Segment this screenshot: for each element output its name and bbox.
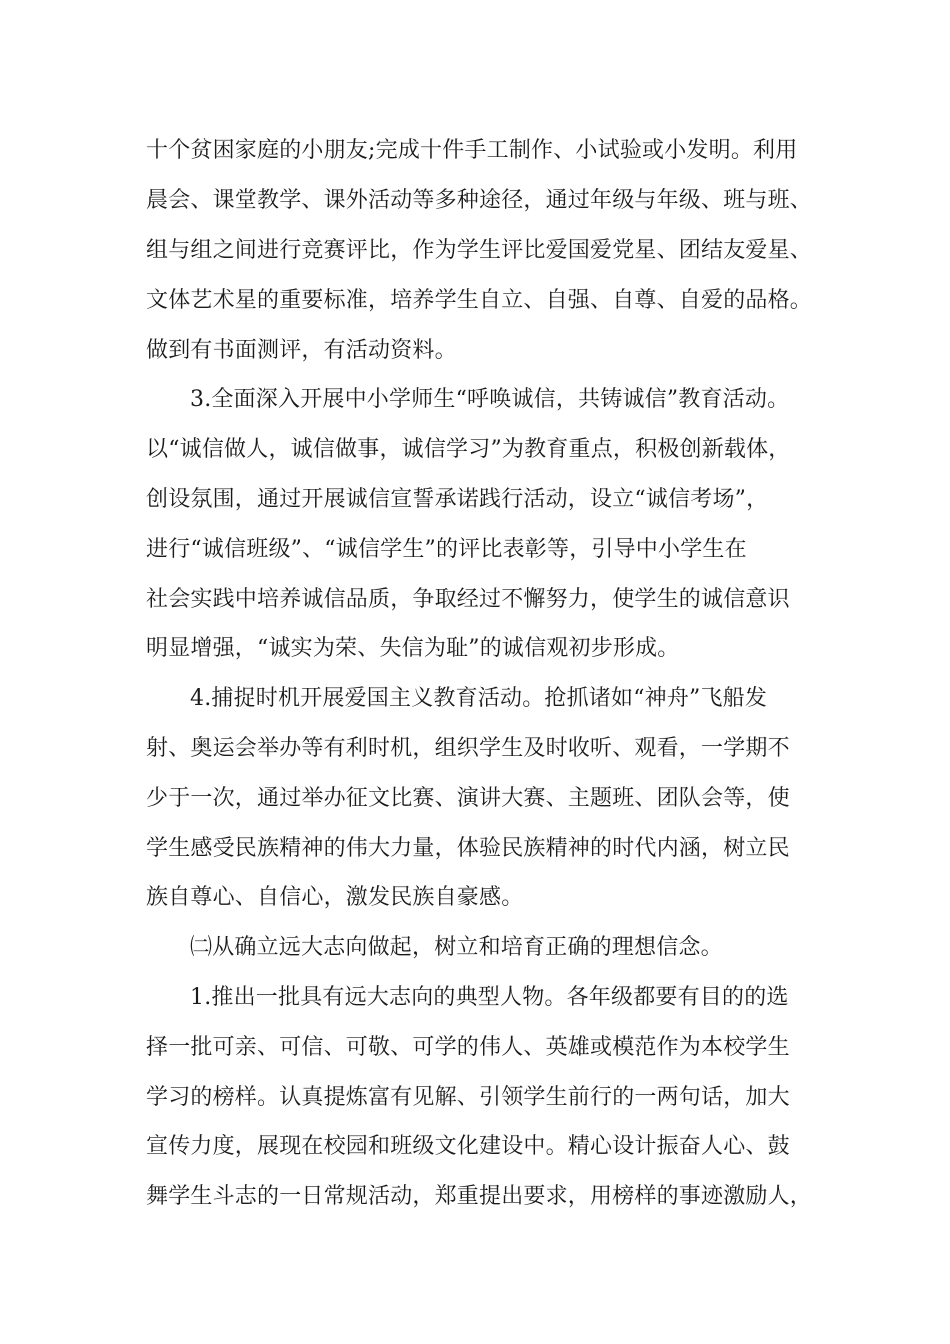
text-line: 学生感受民族精神的伟大力量，体验民族精神的时代内涵，树立民 [146,836,790,861]
section-heading: ㈡从确立远大志向做起，树立和培育正确的理想信念。 [190,935,723,960]
text-line: 社会实践中培养诚信品质，争取经过不懈努力，使学生的诚信意识 [146,587,790,612]
text-line: 学习的榜样。认真提炼富有见解、引领学生前行的一两句话，加大 [146,1085,790,1110]
paragraph-1-first-line: 1.推出一批具有远大志向的典型人物。各年级都要有目的的选 [190,985,789,1010]
text-line: 族自尊心、自信心，激发民族自豪感。 [146,885,524,910]
text-line: 以“诚信做人，诚信做事，诚信学习”为教育重点，积极创新载体， [146,437,791,462]
text-line: 做到有书面测评，有活动资料。 [146,338,457,363]
text-line: 择一批可亲、可信、可敬、可学的伟人、英雄或模范作为本校学生 [146,1035,790,1060]
text-line: 少于一次，通过举办征文比赛、演讲大赛、主题班、团队会等，使 [146,786,790,811]
text-line: 宣传力度，展现在校园和班级文化建设中。精心设计振奋人心、鼓 [146,1134,790,1159]
paragraph-4-first-line: 4.捕捉时机开展爱国主义教育活动。抢抓诸如“神舟”飞船发 [190,686,768,711]
paragraph-3-first-line: 3.全面深入开展中小学师生“呼唤诚信，共铸诚信”教育活动。 [190,387,790,412]
text-line: 十个贫困家庭的小朋友;完成十件手工制作、小试验或小发明。利用 [146,138,798,163]
text-line: 射、奥运会举办等有利时机，组织学生及时收听、观看，一学期不 [146,736,790,761]
text-line: 明显增强，“诚实为荣、失信为耻”的诚信观初步形成。 [146,636,680,661]
text-line: 舞学生斗志的一日常规活动，郑重提出要求，用榜样的事迹激励人， [146,1184,813,1209]
text-line: 晨会、课堂教学、课外活动等多种途径，通过年级与年级、班与班、 [146,188,813,213]
text-line: 创设氛围，通过开展诚信宣誓承诺践行活动，设立“诚信考场”， [146,487,769,512]
text-line: 文体艺术星的重要标准，培养学生自立、自强、自尊、自爱的品格。 [146,288,813,313]
text-line: 组与组之间进行竞赛评比，作为学生评比爱国爱党星、团结友爱星、 [146,238,813,263]
text-line: 进行“诚信班级”、“诚信学生”的评比表彰等，引导中小学生在 [146,537,747,562]
